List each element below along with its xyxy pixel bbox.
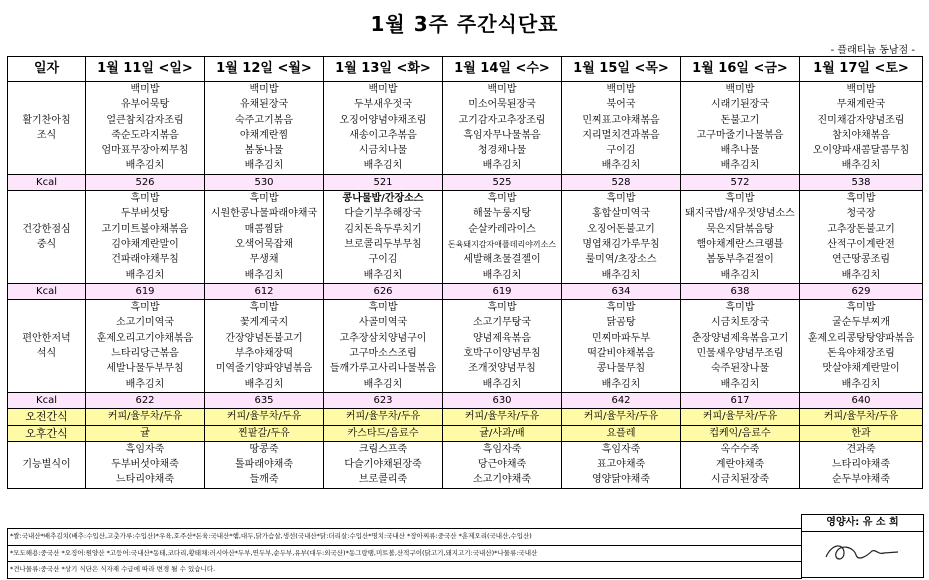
menu-item: 견과죽 (846, 443, 876, 455)
menu-item: 부추야채장떡 (235, 348, 293, 360)
menu-cell (562, 441, 681, 488)
kcal-label: Kcal (8, 283, 86, 299)
menu-item: 지리멸치견과볶음 (582, 129, 660, 141)
menu-cell (86, 300, 205, 393)
menu-item: 흑임자죽 (601, 443, 641, 455)
menu-item: 홍합살미역국 (592, 208, 650, 220)
snack-value: 귤/사과/배 (443, 425, 562, 441)
menu-item: 구이김 (368, 254, 398, 266)
menu-item: 콩나물무침 (596, 363, 646, 375)
day-header: 1월 16일 <금> (681, 57, 800, 82)
kcal-value: 642 (562, 392, 681, 408)
kcal-value: 635 (205, 392, 324, 408)
snack-value: 커피/율무차/두유 (86, 409, 205, 425)
menu-item: 돈불고기 (720, 114, 760, 126)
menu-item: 배추김치 (720, 269, 760, 281)
menu-item: 두부버섯탕 (120, 208, 170, 220)
origin-note: *모도해용:중국산 *오징어:원양산 *고등어:국내산*동태,코다리,황태채:러시아산*두부,연두부,순두부,유부(대두:외국산)*동그랑땡,미트볼,산적구이(닭고기,돼지고기:국내산)*나물류:국내산 (7, 546, 802, 563)
dinner-label (8, 300, 86, 393)
menu-cell (800, 300, 923, 393)
menu-cell (443, 441, 562, 488)
notes-box (7, 528, 802, 579)
menu-item: 흑임자죽 (125, 443, 165, 455)
menu-item: 백미밥 (487, 84, 517, 95)
day-header: 1월 12일 <월> (205, 57, 324, 82)
menu-item: 크림스프죽 (358, 443, 408, 455)
menu-item: 흑미밥 (249, 193, 279, 205)
signature-image (822, 537, 902, 567)
kcal-value: 629 (800, 283, 923, 299)
menu-item: 배추김치 (125, 269, 165, 281)
snack-value: 커피/율무차/두유 (800, 409, 923, 425)
menu-item: 엄마표무장아찌무침 (101, 145, 189, 157)
menu-cell (681, 300, 800, 393)
special-diet-label: 기능별식이 (8, 441, 86, 488)
menu-item: 명엽채김가루무침 (582, 238, 660, 250)
nutritionist-box (801, 514, 924, 578)
menu-cell (205, 191, 324, 284)
menu-item: 건파래야채무침 (111, 254, 179, 266)
menu-item: 훈제오리콩탕탕양파볶음 (807, 332, 915, 344)
menu-item: 숙주된장나물 (711, 363, 769, 375)
kcal-value: 630 (443, 392, 562, 408)
menu-cell (86, 82, 205, 175)
menu-item: 흑미밥 (606, 193, 636, 205)
menu-cell (681, 191, 800, 284)
snack-value: 요플레 (562, 425, 681, 441)
menu-cell (443, 300, 562, 393)
menu-cell (800, 441, 923, 488)
dinner-label-line2: 석식 (36, 348, 57, 360)
menu-item: 소고기미역국 (116, 317, 174, 329)
menu-cell (324, 82, 443, 175)
menu-item: 느타리야채죽 (116, 474, 174, 486)
menu-item: 콩나물밥/간장소스 (342, 193, 424, 205)
menu-item: 흑미밥 (368, 302, 398, 314)
menu-item: 고기감자고추장조림 (458, 114, 546, 126)
snack-value: 찐팥갈/두유 (205, 425, 324, 441)
lunch-label-line2: 중식 (36, 238, 57, 250)
menu-cell (324, 300, 443, 393)
kcal-label: Kcal (8, 174, 86, 190)
menu-item: 해물누룽지탕 (473, 208, 531, 220)
kcal-value: 521 (324, 174, 443, 190)
menu-item: 훈제오리고기야채볶음 (96, 332, 194, 344)
menu-item: 순두부야채죽 (832, 474, 890, 486)
menu-item: 유부어묵탕 (120, 99, 170, 111)
kcal-value: 640 (800, 392, 923, 408)
kcal-value: 619 (86, 283, 205, 299)
menu-item: 민찌표고야채볶음 (582, 114, 660, 126)
menu-item: 세발나물두부무침 (106, 363, 184, 375)
header-row (8, 57, 923, 82)
menu-item: 배추김치 (601, 269, 641, 281)
menu-item: 브로콜리두부무침 (344, 238, 422, 250)
kcal-value: 622 (86, 392, 205, 408)
menu-cell (800, 82, 923, 175)
menu-item: 청국장 (846, 208, 876, 220)
menu-item: 배추김치 (363, 269, 403, 281)
menu-item: 배추김치 (244, 160, 284, 172)
breakfast-kcal-row (8, 174, 923, 190)
morning-snack-row (8, 409, 923, 425)
breakfast-row (8, 82, 923, 175)
day-header: 1월 11일 <일> (86, 57, 205, 82)
menu-item: 닭곰탕 (606, 317, 636, 329)
menu-item: 백미밥 (606, 84, 636, 95)
afternoon-snack-row (8, 425, 923, 441)
menu-item: 간장양념돈불고기 (225, 332, 303, 344)
menu-item: 새송이고추볶음 (349, 129, 417, 141)
menu-item: 배추김치 (244, 269, 284, 281)
menu-item: 흑미밥 (725, 193, 755, 205)
menu-item: 톨파래야채죽 (235, 459, 293, 471)
menu-item: 배추김치 (720, 378, 760, 390)
menu-cell (205, 82, 324, 175)
menu-item: 조개젓양념무침 (468, 363, 536, 375)
menu-item: 세발해초물결젤이 (463, 254, 541, 266)
menu-item: 흑임자무나물볶음 (463, 129, 541, 141)
menu-item: 룰미역/초장소스 (585, 254, 657, 266)
dinner-kcal-row (8, 392, 923, 408)
breakfast-label-line1: 활기찬아침 (22, 114, 71, 126)
menu-item: 꽃게계국지 (239, 317, 289, 329)
kcal-value: 538 (800, 174, 923, 190)
menu-item: 연근땅콩조림 (832, 254, 890, 266)
menu-item: 죽순도라지볶음 (111, 129, 179, 141)
menu-item: 흑미밥 (130, 193, 160, 205)
menu-item: 돈육야채장조림 (827, 348, 895, 360)
menu-item: 흑미밥 (606, 302, 636, 314)
menu-item: 북어국 (606, 99, 636, 111)
menu-item: 무생채 (249, 254, 279, 266)
menu-item: 시래기된장국 (711, 99, 769, 111)
menu-item: 배추김치 (482, 378, 522, 390)
lunch-label (8, 191, 86, 284)
menu-cell (443, 82, 562, 175)
menu-item: 매콤찜닭 (244, 223, 284, 235)
menu-cell (324, 441, 443, 488)
snack-value: 커피/율무차/두유 (205, 409, 324, 425)
menu-cell (800, 191, 923, 284)
menu-item: 굴순두부찌개 (832, 317, 890, 329)
kcal-label: Kcal (8, 392, 86, 408)
dinner-row (8, 300, 923, 393)
kcal-value: 623 (324, 392, 443, 408)
menu-item: 당근야채죽 (477, 459, 527, 471)
menu-item: 햄야채계란스크램블 (696, 238, 784, 250)
menu-item: 돈육돼지감자애플데리야끼소스 (447, 239, 557, 249)
menu-item: 흑미밥 (130, 302, 160, 314)
menu-cell (562, 191, 681, 284)
menu-item: 봄동나물 (244, 145, 284, 157)
menu-item: 미역줄기양파양념볶음 (215, 363, 313, 375)
menu-item: 춘장양념제육볶음고기 (691, 332, 789, 344)
menu-item: 영양닭야채죽 (592, 474, 650, 486)
menu-item: 백미밥 (846, 84, 876, 95)
menu-item: 배추나물 (720, 145, 760, 157)
menu-item: 고추장삼치양념구이 (339, 332, 427, 344)
kcal-value: 526 (86, 174, 205, 190)
location-label: - 플래티늄 동남점 - (830, 45, 915, 56)
menu-item: 사골미역국 (358, 317, 408, 329)
menu-item: 표고야채죽 (596, 459, 646, 471)
menu-item: 배추김치 (125, 160, 165, 172)
lunch-kcal-row (8, 283, 923, 299)
menu-item: 민찌마파두부 (592, 332, 650, 344)
menu-item: 돼지국밥/새우젓양념소스 (685, 208, 795, 220)
date-header-label: 일자 (8, 57, 86, 82)
menu-cell (86, 191, 205, 284)
day-header: 1월 13일 <화> (324, 57, 443, 82)
menu-item: 배추김치 (482, 269, 522, 281)
menu-item: 시금치된장죽 (711, 474, 769, 486)
menu-cell (681, 82, 800, 175)
menu-item: 다슬기야채된장죽 (344, 459, 422, 471)
menu-item: 소고기야채죽 (473, 474, 531, 486)
menu-item: 순살카레라이스 (468, 223, 536, 235)
menu-item: 들깨죽 (249, 474, 279, 486)
kcal-value: 572 (681, 174, 800, 190)
menu-item: 참치야채볶음 (832, 129, 890, 141)
menu-item: 흑미밥 (846, 302, 876, 314)
snack-value: 커피/율무차/두유 (324, 409, 443, 425)
menu-item: 백미밥 (130, 84, 160, 95)
menu-item: 배추김치 (841, 160, 881, 172)
snack-value: 한과 (800, 425, 923, 441)
menu-item: 백미밥 (725, 84, 755, 95)
menu-item: 배추김치 (244, 378, 284, 390)
menu-item: 흑미밥 (487, 302, 517, 314)
menu-item: 흑미밥 (846, 193, 876, 205)
snack-value: 귤 (86, 425, 205, 441)
menu-item: 흑미밥 (487, 193, 517, 205)
menu-item: 민물새우양념무조림 (696, 348, 784, 360)
kcal-value: 619 (443, 283, 562, 299)
menu-item: 맛살야채계란말이 (822, 363, 900, 375)
menu-item: 배추김치 (601, 160, 641, 172)
dinner-label-line1: 편안한저녁 (22, 332, 71, 344)
kcal-value: 634 (562, 283, 681, 299)
menu-cell (205, 300, 324, 393)
breakfast-label-line2: 조식 (36, 129, 57, 141)
menu-item: 봄동부추겉절이 (706, 254, 774, 266)
snack-value: 카스타드/음료수 (324, 425, 443, 441)
menu-cell (324, 191, 443, 284)
menu-item: 브로콜리죽 (358, 474, 408, 486)
menu-item: 들깨가루고사리나물볶음 (329, 363, 437, 375)
menu-item: 배추김치 (363, 378, 403, 390)
page-title: 1월 3주 주간식단표 (370, 12, 559, 36)
kcal-value: 617 (681, 392, 800, 408)
menu-item: 느타리야채죽 (832, 459, 890, 471)
menu-item: 흑임자죽 (482, 443, 522, 455)
menu-item: 흑미밥 (249, 302, 279, 314)
menu-item: 두부새우젓국 (354, 99, 412, 111)
menu-item: 흑미밥 (725, 302, 755, 314)
menu-item: 야채계란찜 (239, 129, 289, 141)
day-header: 1월 15일 <목> (562, 57, 681, 82)
snack-value: 컵케익/음료수 (681, 425, 800, 441)
menu-item: 얼큰참치감자조림 (106, 114, 184, 126)
menu-item: 소고기무탕국 (473, 317, 531, 329)
menu-item: 구이김 (606, 145, 636, 157)
menu-item: 유채된장국 (239, 99, 289, 111)
menu-item: 배추김치 (841, 269, 881, 281)
menu-item: 배추김치 (482, 160, 522, 172)
kcal-value: 525 (443, 174, 562, 190)
origin-note: *견나물류:중국산 *상기 식단은 식자재 수급에 따라 변경 될 수 있습니다. (7, 562, 802, 579)
lunch-label-line1: 건강한점심 (22, 223, 71, 235)
menu-item: 고구마줄기나물볶음 (696, 129, 784, 141)
menu-item: 호박구이양념무침 (463, 348, 541, 360)
menu-item: 배추김치 (841, 378, 881, 390)
menu-item: 오색어묵잡채 (235, 238, 293, 250)
menu-cell (562, 300, 681, 393)
menu-item: 묵은지닭볶음탕 (706, 223, 774, 235)
menu-item: 배추김치 (720, 160, 760, 172)
nutritionist-name: 영양사: 유 소 희 (802, 515, 923, 532)
menu-cell (681, 441, 800, 488)
menu-item: 청경채나물 (477, 145, 527, 157)
menu-item: 오징어돈불고기 (587, 223, 655, 235)
menu-item: 무채계란국 (836, 99, 886, 111)
menu-item: 양념제육볶음 (473, 332, 531, 344)
menu-cell (205, 441, 324, 488)
menu-cell (86, 441, 205, 488)
menu-item: 옥수수죽 (720, 443, 760, 455)
day-header: 1월 14일 <수> (443, 57, 562, 82)
menu-item: 시원한콩나물파래야채국 (210, 208, 318, 220)
menu-item: 시금치나물 (358, 145, 408, 157)
menu-item: 오이양파새콤달콤무침 (812, 145, 910, 157)
menu-cell (443, 191, 562, 284)
menu-item: 시금치토장국 (711, 317, 769, 329)
kcal-value: 638 (681, 283, 800, 299)
menu-item: 김야채계란말이 (111, 238, 179, 250)
menu-item: 계란야채죽 (715, 459, 765, 471)
menu-item: 떡갈비야채볶음 (587, 348, 655, 360)
menu-item: 진미채감자양념조림 (817, 114, 905, 126)
origin-note: *쌀:국내산*배추김치(배추:수입산,고춧가루:수입산)*우육,호주산*돈육:국내산*햄,대두,닭가슴살,생선(국내산*닭:더리살:수입산*명치:국내산 *장아찌류:중국산 *훈제오리(국내산,수입산) (7, 528, 802, 546)
menu-item: 배추김치 (601, 378, 641, 390)
menu-item: 배추김치 (125, 378, 165, 390)
menu-item: 땅콩죽 (249, 443, 279, 455)
day-header: 1월 17일 <토> (800, 57, 923, 82)
menu-cell (562, 82, 681, 175)
kcal-value: 528 (562, 174, 681, 190)
menu-item: 두부버섯야채죽 (111, 459, 179, 471)
kcal-value: 626 (324, 283, 443, 299)
menu-item: 오징어양념야채조림 (339, 114, 427, 126)
menu-item: 산적구이계란전 (827, 238, 895, 250)
kcal-value: 612 (205, 283, 324, 299)
special-diet-row (8, 441, 923, 488)
weekly-menu-table (7, 56, 923, 489)
kcal-value: 530 (205, 174, 324, 190)
menu-item: 미소어묵된장국 (468, 99, 536, 111)
lunch-row (8, 191, 923, 284)
snack-value: 커피/율무차/두유 (681, 409, 800, 425)
menu-item: 백미밥 (249, 84, 279, 95)
menu-item: 김치돈육두루치기 (344, 223, 422, 235)
breakfast-label (8, 82, 86, 175)
snack-value: 커피/율무차/두유 (443, 409, 562, 425)
menu-item: 다슬기부추해장국 (344, 208, 422, 220)
menu-item: 백미밥 (368, 84, 398, 95)
menu-item: 배추김치 (363, 160, 403, 172)
menu-item: 고기미트볼야채볶음 (101, 223, 189, 235)
menu-item: 숙주고기볶음 (235, 114, 293, 126)
menu-item: 고추장돈불고기 (827, 223, 895, 235)
snack-value: 커피/율무차/두유 (562, 409, 681, 425)
morning-snack-label: 오전간식 (8, 409, 86, 425)
afternoon-snack-label: 오후간식 (8, 425, 86, 441)
menu-item: 느타리당근볶음 (111, 348, 179, 360)
menu-item: 고구마소스조림 (349, 348, 417, 360)
